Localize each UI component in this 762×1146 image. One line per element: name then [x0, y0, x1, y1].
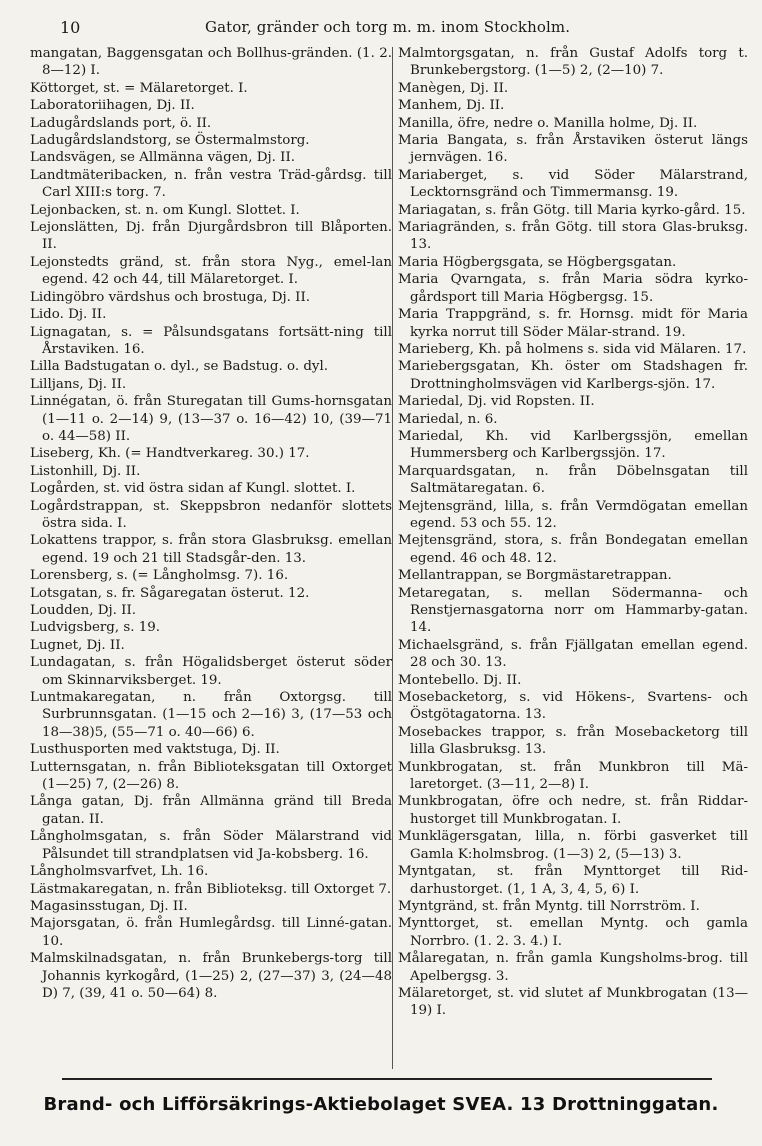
- index-entry: Montebello. Dj. II.: [398, 672, 522, 688]
- index-entry: Mosebackes trappor, s. från Mosebacketorg till lilla Glasbruksg. 13.: [398, 724, 748, 758]
- index-entry: Maria Högbergsgata, se Högbergsgatan.: [398, 254, 677, 270]
- index-entry: Mejtensgränd, lilla, s. från Vermdögatan emellan egend. 53 och 55. 12.: [398, 498, 748, 531]
- index-entry: Långholmsvarfvet, Lh. 16.: [30, 864, 209, 880]
- index-entry: Maria Trappgränd, s. fr. Hornsg. midt för Maria kyrka norrut till Söder Mälar-strand. 19.: [398, 307, 748, 340]
- index-entry: Logårdstrappan, st. Skeppsbron nedanför slottets östra sida. I.: [30, 498, 392, 531]
- index-entry: Mariedal, n. 6.: [398, 411, 498, 427]
- index-entry: Mälaretorget, st. vid slutet af Munkbrogatan (13—19) I.: [398, 985, 748, 1019]
- index-entry: Köttorget, st. = Mälaretorget. I.: [30, 80, 248, 96]
- index-entry: Lejonstedts gränd, st. från stora Nyg., emel-lan egend. 42 och 44, till Mälaretorget. I.: [30, 254, 392, 288]
- index-entry: Lutternsgatan, n. från Biblioteksgatan till Oxtorget (1—25) 7, (2—26) 8.: [30, 759, 392, 793]
- index-entry: Mariebergsgatan, Kh. öster om Stadshagen fr. Drottningholmsvägen vid Karlbergs-sjön. 17.: [398, 359, 748, 392]
- index-entry: Metaregatan, s. mellan Södermanna- och Renstjernasgatorna norr om Hammarby-gatan. 14.: [398, 585, 748, 636]
- index-entry: Långholmsgatan, s. från Söder Mälarstrand vid Pålsundet till strandplatsen vid Ja-kobsberg. 16.: [30, 829, 392, 862]
- index-entry: Manhem, Dj. II.: [398, 98, 505, 114]
- index-entry: Linnégatan, ö. från Sturegatan till Gums-hornsgatan (1—11 o. 2—14) 9, (13—37 o. 16—42) 10, (39—71 o. 44—58) II.: [30, 394, 392, 444]
- index-entry: Lilljans, Dj. II.: [30, 376, 127, 392]
- index-entry: Marieberg, Kh. på holmens s. sida vid Mälaren. 17.: [398, 341, 747, 357]
- index-entry: Logården, st. vid östra sidan af Kungl. slottet. I.: [30, 481, 356, 497]
- index-entry: Mellantrappan, se Borgmästaretrappan.: [398, 568, 672, 584]
- index-entry: Manilla, öfre, nedre o. Manilla holme, Dj. II.: [398, 115, 698, 131]
- index-entry: Maria Qvarngata, s. från Maria södra kyrko-gårdsport till Maria Högbergsg. 15.: [398, 272, 748, 305]
- index-entry: Luntmakaregatan, n. från Oxtorgsg. till Surbrunnsgatan. (1—15 och 2—16) 3, (17—53 och 18—38)5, (55—71 o. 40—66) 6.: [30, 690, 392, 740]
- index-entry: Ladugårdslandstorg, se Östermalmstorg.: [30, 133, 310, 149]
- page-number: 10: [60, 18, 81, 37]
- index-entry: Mynttorget, st. emellan Myntg. och gamla Norrbro. (1. 2. 3. 4.) I.: [398, 916, 748, 949]
- index-entry: Mariagatan, s. från Götg. till Maria kyrko-gård. 15.: [398, 202, 746, 218]
- index-entry: Munkbrogatan, st. från Munkbron till Mä-laretorget. (3—11, 2—8) I.: [398, 759, 748, 793]
- index-entry: Lotsgatan, s. fr. Sågaregatan österut. 12.: [30, 585, 310, 601]
- index-entry: Lignagatan, s. = Pålsundsgatans fortsätt-ning till Årstaviken. 16.: [30, 324, 392, 357]
- index-entry: Lido. Dj. II.: [30, 307, 107, 323]
- index-entry: Lundagatan, s. från Högalidsberget österut söder om Skinnarviksberget. 19.: [30, 655, 392, 688]
- index-entry: Maria Bangata, s. från Årstaviken österut längs jernvägen. 16.: [398, 133, 748, 166]
- index-entry: Långa gatan, Dj. från Allmänna gränd till Breda gatan. II.: [30, 794, 392, 827]
- index-entry: Ludvigsberg, s. 19.: [30, 620, 161, 636]
- index-entry: Myntgränd, st. från Myntg. till Norrström. I.: [398, 898, 700, 914]
- index-entry: Liseberg, Kh. (= Handtverkareg. 30.) 17.: [30, 446, 310, 462]
- left-entry-list: [30, 45, 392, 1002]
- index-entry: Malmtorgsgatan, n. från Gustaf Adolfs torg t. Brunkebergstorg. (1—5) 2, (2—10) 7.: [398, 46, 748, 79]
- index-entry: Lusthusporten med vaktstuga, Dj. II.: [30, 742, 280, 758]
- index-entry: Myntgatan, st. från Mynttorget till Rid-darhustorget. (1, 1 A, 3, 4, 5, 6) I.: [398, 864, 748, 897]
- index-entry: Ladugårdslands port, ö. II.: [30, 115, 212, 131]
- index-entry: Lugnet, Dj. II.: [30, 637, 125, 653]
- index-entry: Lejonbacken, st. n. om Kungl. Slottet. I.: [30, 202, 300, 218]
- index-entry: Lilla Badstugatan o. dyl., se Badstug. o. dyl.: [30, 359, 329, 375]
- column-divider: [392, 47, 393, 1069]
- right-entry-list: [398, 45, 748, 1020]
- index-entry: Manègen, Dj. II.: [398, 80, 509, 96]
- two-column-index: [30, 45, 748, 1075]
- right-column: [398, 45, 748, 1020]
- index-entry: Mejtensgränd, stora, s. från Bondegatan emellan egend. 46 och 48. 12.: [398, 533, 748, 566]
- index-entry: Lästmakaregatan, n. från Biblioteksg. till Oxtorget 7.: [30, 881, 392, 897]
- index-entry: Marquardsgatan, n. från Döbelnsgatan till Saltmätaregatan. 6.: [398, 463, 748, 497]
- index-entry: Malmskilnadsgatan, n. från Brunkebergs-torg till Johannis kyrkogård, (1—25) 2, (27—37) 3, (24—48 D) 7, (39, 41 o. 50—64) 8.: [30, 951, 392, 1001]
- index-entry: Lejonslätten, Dj. från Djurgårdsbron till Blåporten. II.: [30, 220, 392, 253]
- running-head: Gator, gränder och torg m. m. inom Stockholm.: [205, 18, 571, 36]
- index-entry: Mariagränden, s. från Götg. till stora Glas-bruksg. 13.: [398, 220, 748, 253]
- index-entry: Loudden, Dj. II.: [30, 603, 137, 618]
- footer-advertisement: Brand- och Lifförsäkrings-Aktiebolaget SVEA. 13 Drottninggatan.: [43, 1094, 719, 1115]
- index-entry: Laboratoriihagen, Dj. II.: [30, 98, 195, 114]
- index-entry: Mariaberget, s. vid Söder Mälarstrand, Lecktornsgränd och Timmermansg. 19.: [398, 167, 748, 201]
- index-entry: Munkbrogatan, öfre och nedre, st. från Riddar-hustorget till Munkbrogatan. I.: [398, 794, 748, 827]
- index-entry: Lorensberg, s. (= Långholmsg. 7). 16.: [30, 568, 289, 584]
- index-entry: Magasinsstugan, Dj. II.: [30, 898, 188, 914]
- index-entry: Målaregatan, n. från gamla Kungsholms-brog. till Apelbergsg. 3.: [398, 951, 748, 984]
- index-entry: Mosebacketorg, s. vid Hökens-, Svartens- och Östgötagatorna. 13.: [398, 690, 748, 723]
- index-entry: Lokattens trappor, s. från stora Glasbruksg. emellan egend. 19 och 21 till Stadsgår-den. 13.: [30, 533, 392, 566]
- index-entry: Majorsgatan, ö. från Humlegårdsg. till Linné-gatan. 10.: [30, 916, 392, 949]
- footer-rule: [62, 1078, 712, 1080]
- index-entry: Listonhill, Dj. II.: [30, 463, 141, 479]
- index-entry: Munklägersgatan, lilla, n. förbi gasverket till Gamla K:holmsbrog. (1—3) 2, (5—13) 3.: [398, 829, 748, 862]
- index-entry: Mariedal, Dj. vid Ropsten. II.: [398, 394, 595, 410]
- left-column: [30, 45, 392, 1002]
- index-entry: Lidingöbro värdshus och brostuga, Dj. II.: [30, 289, 311, 305]
- index-entry: Landsvägen, se Allmänna vägen, Dj. II.: [30, 150, 296, 166]
- index-entry: Mariedal, Kh. vid Karlbergssjön, emellan Hummersberg och Karlbergssjön. 17.: [398, 428, 748, 462]
- index-entry: mangatan, Baggensgatan och Bollhus-gränden. (1. 2. 8—12) I.: [30, 46, 392, 79]
- index-entry: Landtmäteribacken, n. från vestra Träd-gårdsg. till Carl XIII:s torg. 7.: [30, 167, 392, 201]
- index-entry: Michaelsgränd, s. från Fjällgatan emellan egend. 28 och 30. 13.: [398, 637, 748, 671]
- page-header: [0, 18, 762, 44]
